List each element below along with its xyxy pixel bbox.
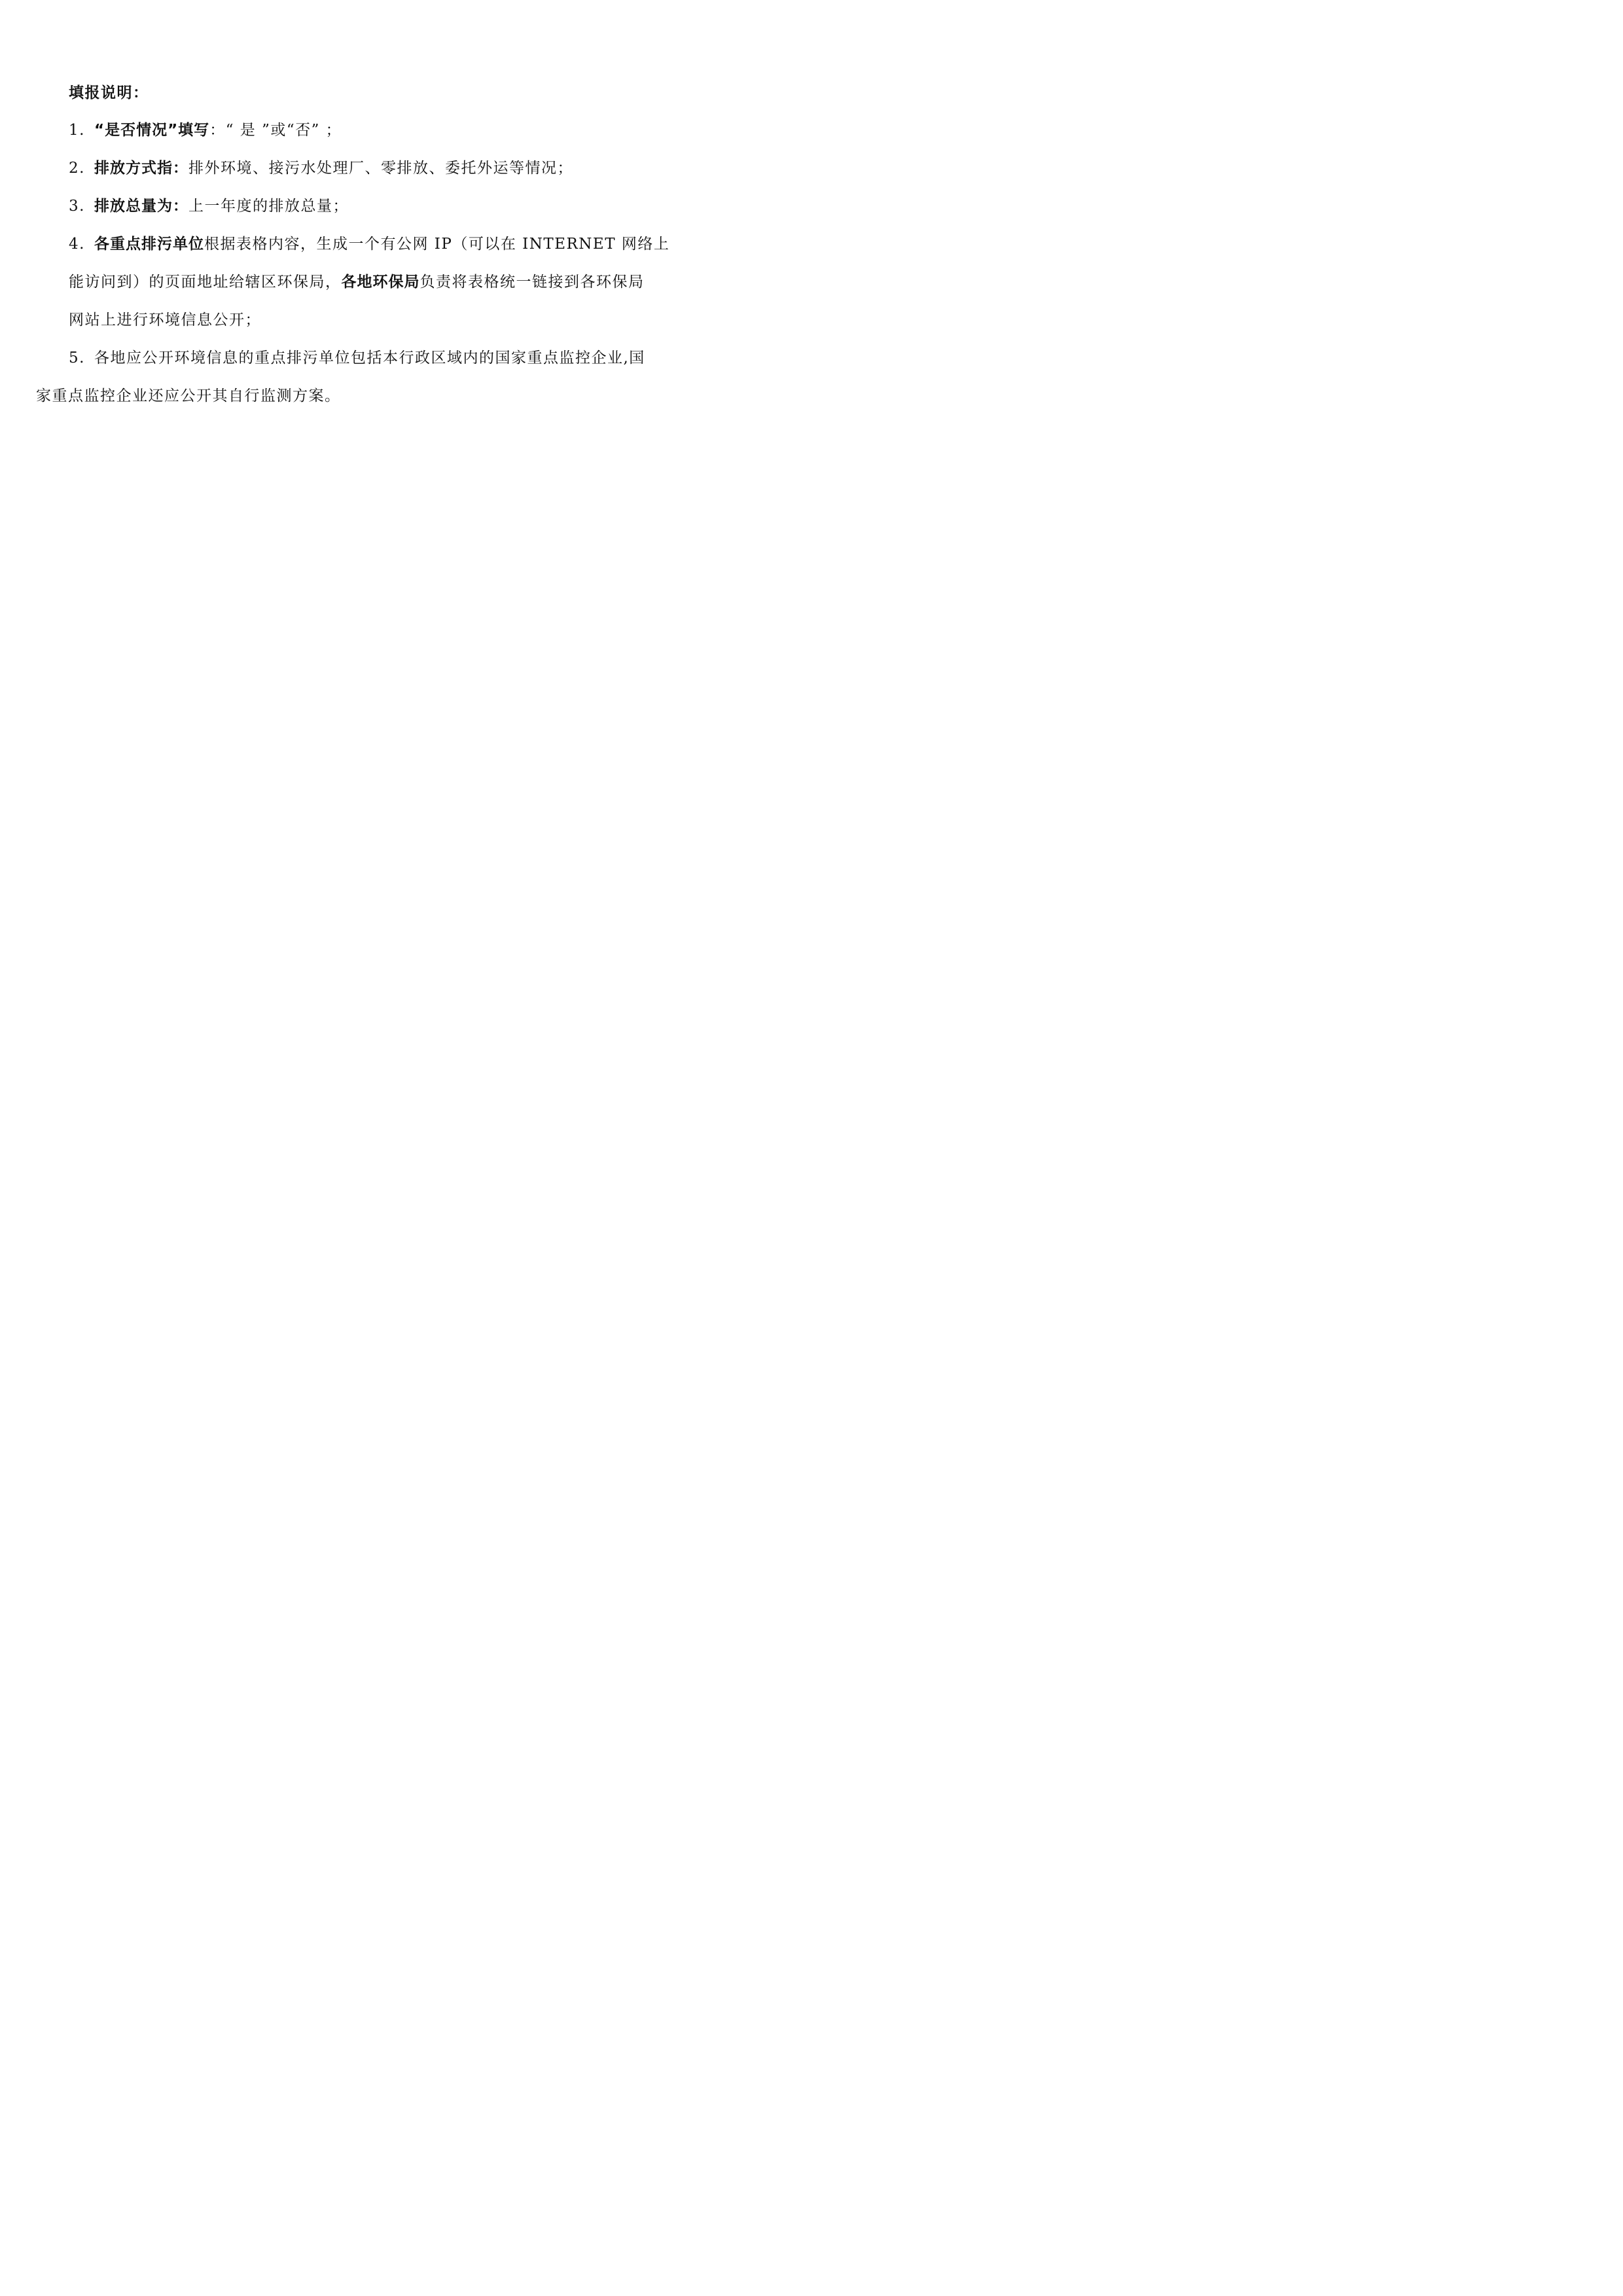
item-2-number: 2.	[69, 160, 85, 177]
item-4-text: 根据表格内容，生成一个有公网 IP（可以在 INTERNET 网络上	[204, 236, 670, 253]
instructions-heading: 填报说明：	[69, 84, 149, 101]
document-page	[0, 0, 722, 1021]
item-1	[69, 123, 342, 138]
item-2	[69, 161, 573, 176]
item-4-line-2-text-b: 负责将表格统一链接到各环保局	[419, 274, 645, 291]
item-2-label: 排放方式指：	[94, 160, 188, 177]
item-4-line-2	[69, 275, 645, 290]
item-5-text: 各地应公开环境信息的重点排污单位包括本行政区域内的国家重点监控企业,国	[94, 350, 645, 367]
item-1-text: ：“ 是 ”或“否” ；	[209, 122, 342, 139]
item-3-label: 排放总量为：	[94, 198, 188, 215]
item-4-line-3: 网站上进行环境信息公开；	[69, 312, 261, 329]
item-4-line-2-label: 各地环保局	[341, 274, 420, 291]
item-1-label: “是否情况”填写	[94, 122, 210, 139]
item-2-text: 排外环境、接污水处理厂、零排放、委托外运等情况；	[188, 160, 573, 177]
item-5-line-1	[69, 351, 645, 366]
item-5-number: 5.	[69, 350, 85, 367]
item-4-line-2-text-a: 能访问到）的页面地址给辖区环保局，	[69, 274, 342, 291]
item-4-number: 4.	[69, 236, 85, 253]
item-3-text: 上一年度的排放总量；	[188, 198, 349, 215]
item-5-line-2: 家重点监控企业还应公开其自行监测方案。	[36, 387, 341, 404]
item-4-label: 各重点排污单位	[94, 236, 204, 253]
item-3-number: 3.	[69, 198, 85, 215]
item-3	[69, 199, 349, 214]
item-1-number: 1.	[69, 122, 85, 139]
item-4-line-1	[69, 237, 669, 252]
